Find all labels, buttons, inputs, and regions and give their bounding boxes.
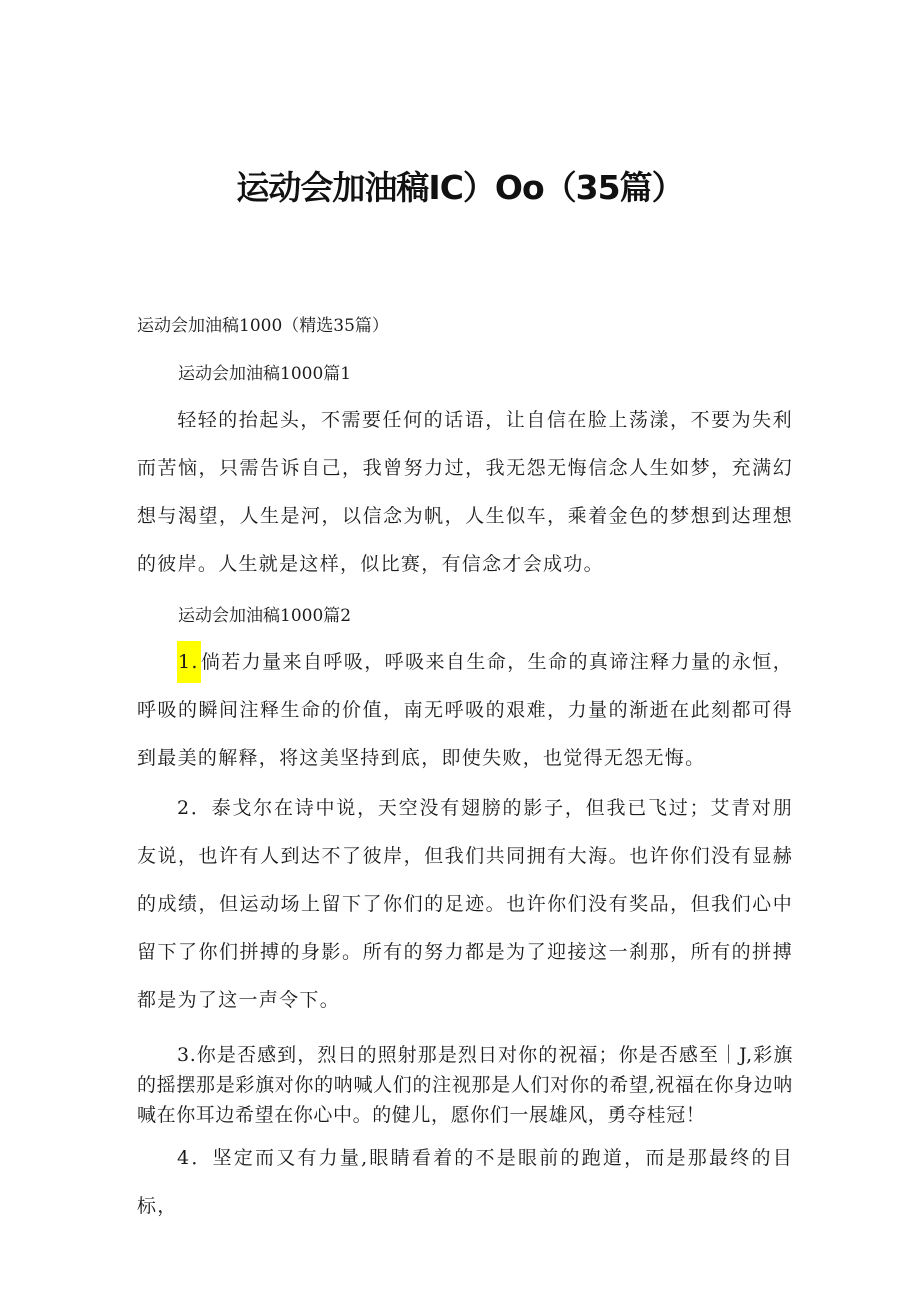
list-item-4-text: 4．坚定而又有力量,眼睛看着的不是眼前的跑道，而是那最终的目标， <box>137 1147 793 1217</box>
list-item-1 <box>137 638 793 782</box>
list-item-1-text: 倘若力量来自呼吸，呼吸来自生命，生命的真谛注释力量的永恒，呼吸的瞬间注释生命的价值，南无呼吸的艰难，力量的渐逝在此刻都可得到最美的解释，将这美坚持到底，即使失败，也觉得无怨无悔。 <box>137 651 793 769</box>
section-paragraph-1-text: 轻轻的抬起头，不需要任何的话语，让自信在脸上荡漾，不要为失利而苦恼，只需告诉自己，我曾努力过，我无怨无悔信念人生如梦，充满幻想与渴望，人生是河，以信念为帆，人生似车，乘着金色的梦想到达理想的彼岸。人生就是这样，似比赛，有信念才会成功。 <box>137 409 793 575</box>
section-paragraph-1 <box>137 396 793 588</box>
section-heading-1: 运动会加油稿1000篇1 <box>178 364 352 384</box>
document-subtitle: 运动会加油稿1000（精选35篇） <box>137 316 389 336</box>
section-heading-2: 运动会加油稿1000篇2 <box>178 606 352 626</box>
list-item-4 <box>137 1134 793 1230</box>
highlighted-list-marker: 1. <box>177 641 201 683</box>
list-item-3-text: 3.你是否感到，烈日的照射那是烈日对你的祝福；你是否感至｜J,彩旗的摇摆那是彩旗对你的呐喊人们的注视那是人们对你的希望,祝福在你身边呐喊在你耳边希望在你心中。的健儿，愿你们一展雄风，勇夺桂冠！ <box>137 1044 793 1126</box>
document-title: 运动会加油稿IC）Oo（35篇） <box>236 168 684 207</box>
list-item-3 <box>137 1040 793 1130</box>
list-item-2-text: 2．泰戈尔在诗中说，天空没有翅膀的影子，但我已飞过；艾青对朋友说，也许有人到达不了彼岸，但我们共同拥有大海。也许你们没有显赫的成绩，但运动场上留下了你们的足迹。也许你们没有奖品，但我们心中留下了你们拼搏的身影。所有的努力都是为了迎接这一刹那，所有的拼搏都是为了这一声令下。 <box>137 797 793 1011</box>
list-item-2 <box>137 784 793 1024</box>
